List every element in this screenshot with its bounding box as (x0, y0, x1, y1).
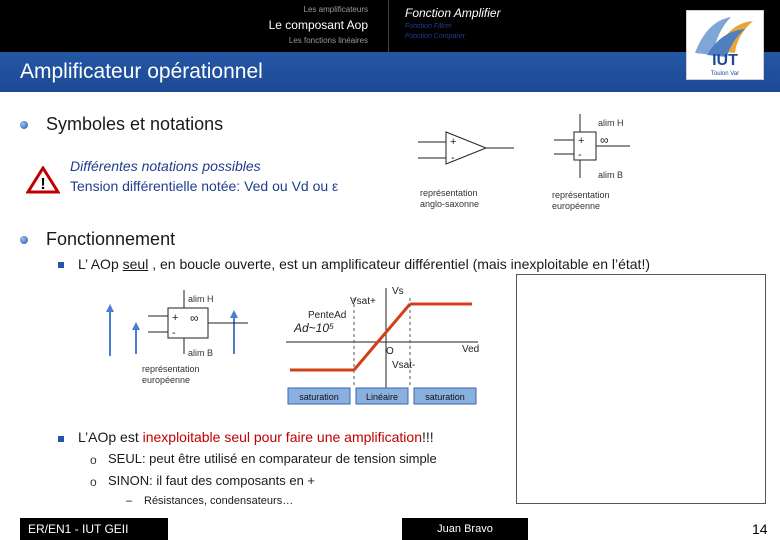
warning-icon (26, 166, 60, 194)
iut-logo (686, 10, 764, 80)
dash-marker: – (126, 495, 133, 507)
origin-label: O (386, 346, 394, 357)
top-nav-bar (0, 0, 780, 52)
logo-text: IUT (712, 52, 738, 69)
region-saturation-right: saturation (425, 392, 465, 402)
anglo-caption-1: représentation (420, 188, 478, 198)
logo-subtext: Toulon Var (710, 71, 740, 77)
anglo-saxon-symbol (416, 128, 526, 212)
axis-ved-label: Ved (462, 344, 480, 355)
euro-plus-label: + (578, 135, 585, 147)
euro-infinity-label: ∞ (600, 133, 609, 147)
point-resistances: Résistances, condensateurs… (144, 495, 294, 507)
point-seul: SEUL: peut être utilisé en comparateur de tension simple (108, 451, 437, 466)
heading-fonctionnement: Fonctionnement (46, 229, 176, 249)
vsat-neg-label: Vsat- (392, 360, 416, 371)
logo-graphic (687, 11, 763, 79)
nav-current[interactable]: Le composant Aop (268, 18, 368, 32)
page-number: 14 (752, 521, 768, 537)
schem-alim-h-label: alim H (188, 294, 214, 304)
euro-minus-label: - (578, 149, 582, 161)
note-line-2: Tension différentielle notée: Ved ou Vd ou ε (70, 178, 339, 194)
note-line-1: Différentes notations possibles (70, 158, 261, 174)
axis-vs-label: Vs (392, 286, 404, 297)
nav-right (405, 4, 605, 42)
sub-item-inexploitable-post: !!! (422, 429, 434, 445)
heading-symboles: Symboles et notations (46, 114, 224, 134)
open-loop-schematic (98, 286, 258, 390)
nav-divider (388, 0, 389, 52)
schem-minus-label: - (172, 327, 176, 339)
region-saturation-left: saturation (299, 392, 339, 402)
schem-plus-label: + (172, 312, 179, 324)
sub-bullet-icon (58, 262, 64, 268)
figure-frame (516, 274, 766, 504)
sub-item-inexploitable-red: inexploitable seul pour faire une amplification (142, 429, 422, 445)
sub-item-aop-seul (78, 256, 650, 272)
schem-caption-2: européenne (142, 375, 191, 385)
footer-course: ER/EN1 - IUT GEII (20, 518, 168, 540)
sub-bullet-icon (58, 436, 64, 442)
anglo-plus-label: + (450, 136, 457, 148)
section-current[interactable]: Fonction Amplifier (405, 6, 501, 20)
bullet-icon (20, 236, 28, 244)
schem-infinity-label: ∞ (190, 311, 199, 325)
circle-marker: o (90, 453, 97, 467)
section-sub-filtrer[interactable]: Fonction Filtrer (405, 23, 452, 30)
notation-notes (70, 156, 338, 196)
section-sub-comparer[interactable]: Fonction Comparer (405, 33, 465, 40)
slide-title: Amplificateur opérationnel (20, 60, 263, 83)
title-bar (0, 52, 780, 92)
vsat-pos-label: Vsat+ (350, 296, 376, 307)
euro-caption-1: représentation (552, 190, 610, 200)
sub-item-inexploitable (78, 429, 434, 445)
bullet-icon (20, 121, 28, 129)
circle-marker: o (90, 475, 97, 489)
sub-item-inexploitable-pre: L’AOp est (78, 429, 143, 445)
nav-next-link[interactable]: Les fonctions linéaires (288, 36, 368, 45)
anglo-minus-label: - (451, 152, 455, 164)
euro-alim-h-label: alim H (598, 118, 624, 128)
euro-caption-2: européenne (552, 201, 601, 211)
slope-label-2: Ad~10⁵ (294, 321, 335, 335)
nav-left (220, 4, 368, 46)
schem-caption-1: représentation (142, 364, 200, 374)
nav-prev-link[interactable]: Les amplificateurs (303, 5, 368, 14)
sub-item-aop-seul-underline: seul (122, 256, 149, 272)
region-lineaire: Linéaire (365, 392, 399, 402)
euro-alim-b-label: alim B (598, 170, 624, 180)
footer-author: Juan Bravo (402, 518, 528, 540)
point-sinon: SINON: il faut des composants en + (108, 473, 316, 488)
sub-item-aop-seul-pre: L’ AOp (78, 256, 123, 272)
european-symbol (548, 110, 658, 216)
schem-alim-b-label: alim B (188, 348, 214, 358)
sub-item-aop-seul-post: , en boucle ouverte, est un amplificateur différentiel (mais inexploitable en l’état!) (148, 256, 650, 272)
anglo-caption-2: anglo-saxonne (420, 199, 480, 209)
slope-label-1: PenteAd (308, 310, 347, 321)
svg-text:!: ! (40, 176, 46, 193)
transfer-characteristic (282, 282, 482, 410)
